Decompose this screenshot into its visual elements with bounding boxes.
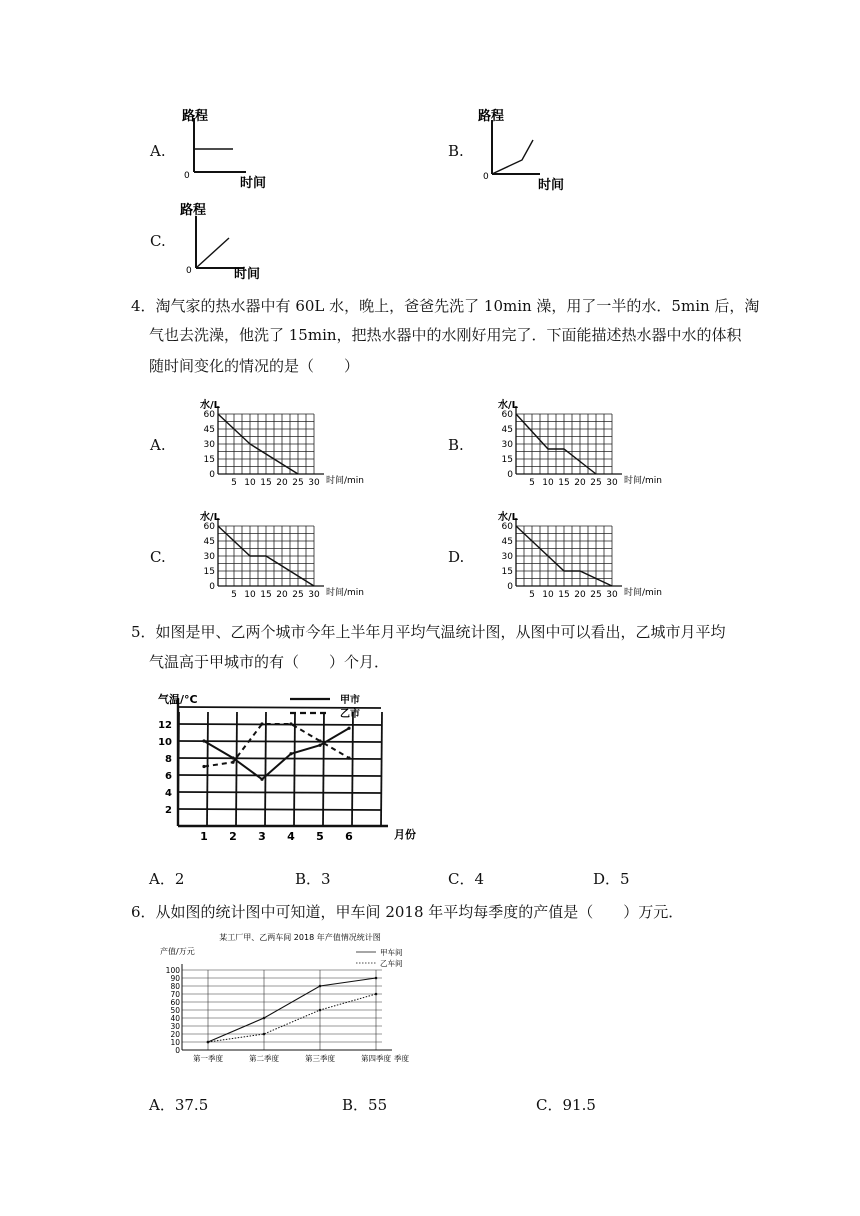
- y-tick-label: 60: [501, 410, 513, 420]
- legend-label-yi: 乙市: [340, 709, 360, 720]
- x-tick-label: 20: [574, 590, 586, 600]
- x-tick-label: 10: [542, 478, 554, 488]
- q3-option-c-letter: C.: [150, 232, 166, 250]
- x-axis-label: 月份: [394, 828, 416, 841]
- x-tick-label: 5: [316, 830, 324, 843]
- y-tick-label: 12: [158, 720, 172, 731]
- q6-stem-line1: 6．从如图的统计图中可知道，甲车间 2018 年平均每季度的产值是（ ）万元．: [131, 903, 684, 921]
- origin-label: 0: [483, 172, 489, 182]
- y-tick-label: 45: [203, 425, 215, 435]
- x-tick-label: 第二季度: [249, 1054, 279, 1063]
- x-label: 时间: [240, 176, 267, 191]
- x-tick-label: 5: [231, 478, 237, 488]
- grid-line-h: [178, 707, 381, 708]
- q4-option-b-graph: [494, 398, 664, 488]
- q5-option-b: B．3: [295, 870, 331, 888]
- point-yi: [207, 1041, 210, 1044]
- y-tick-label: 45: [501, 537, 513, 547]
- x-tick-label: 20: [276, 478, 288, 488]
- q3-option-c-graph: [176, 198, 286, 282]
- point-jia: [347, 727, 350, 730]
- q3-option-a-letter: A.: [150, 142, 166, 160]
- q4-option-d-letter: D.: [448, 548, 465, 566]
- point-yi: [318, 739, 321, 742]
- q4-stem-line1: 4．淘气家的热水器中有 60L 水，晚上，爸爸先洗了 10min 澡，用了一半的水．5min 后，淘: [131, 297, 760, 315]
- point-jia: [289, 752, 292, 755]
- q4-option-a-graph: [196, 398, 366, 488]
- x-axis-label: 时间/min: [624, 476, 663, 486]
- point-yi: [202, 765, 205, 768]
- x-tick-label: 5: [529, 478, 535, 488]
- y-tick-label: 15: [203, 567, 215, 577]
- q4-option-c-graph: [196, 510, 366, 600]
- y-tick-label: 4: [165, 788, 172, 799]
- y-tick-label: 60: [203, 522, 215, 532]
- grid-line-v: [352, 712, 353, 826]
- point-jia: [263, 1017, 266, 1020]
- y-axis-label: 水/L: [200, 512, 221, 523]
- point-yi: [263, 1033, 266, 1036]
- point-jia: [319, 985, 322, 988]
- x-axis-label: 季度: [394, 1054, 409, 1063]
- y-tick-label: 45: [501, 425, 513, 435]
- x-tick-label: 20: [276, 590, 288, 600]
- y-tick-label: 0: [507, 582, 513, 592]
- x-tick-label: 第一季度: [193, 1054, 223, 1063]
- point-jia: [231, 756, 234, 759]
- x-tick-label: 15: [260, 590, 272, 600]
- series-line-jia: [204, 728, 349, 779]
- y-tick-label: 20: [170, 1030, 180, 1039]
- q5-stem-line2: 气温高于甲城市的有（ ）个月．: [149, 653, 390, 671]
- x-tick-label: 第四季度: [361, 1054, 391, 1063]
- q5-option-a: A．2: [149, 870, 185, 888]
- x-tick-label: 10: [244, 590, 256, 600]
- x-tick-label: 30: [308, 478, 320, 488]
- grid-line-v: [381, 712, 382, 826]
- point-jia: [375, 977, 378, 980]
- y-tick-label: 0: [209, 582, 215, 592]
- q3-option-b-graph: [478, 108, 588, 193]
- y-tick-label: 8: [165, 754, 172, 765]
- x-tick-label: 25: [292, 478, 304, 488]
- y-tick-label: 10: [170, 1038, 180, 1047]
- x-tick-label: 30: [308, 590, 320, 600]
- q6-option-b: B．55: [342, 1096, 388, 1114]
- x-tick-label: 第三季度: [305, 1054, 335, 1063]
- y-tick-label: 15: [203, 455, 215, 465]
- point-yi: [289, 722, 292, 725]
- y-axis-label: 水/L: [498, 512, 519, 523]
- y-label: 路程: [182, 109, 209, 124]
- y-axis-label: 气温/°C: [158, 693, 198, 706]
- y-tick-label: 40: [170, 1014, 180, 1023]
- x-tick-label: 20: [574, 478, 586, 488]
- x-tick-label: 1: [200, 830, 208, 843]
- q5-stem-line1: 5．如图是甲、乙两个城市今年上半年月平均气温统计图，从图中可以看出，乙城市月平均: [131, 623, 726, 641]
- point-jia: [318, 744, 321, 747]
- grid-line-h: [178, 775, 381, 776]
- x-tick-label: 10: [244, 478, 256, 488]
- x-tick-label: 5: [231, 590, 237, 600]
- q5-option-c: C．4: [448, 870, 485, 888]
- y-tick-label: 0: [175, 1046, 180, 1055]
- temperature-chart: [158, 688, 424, 848]
- grid-line-h: [178, 792, 381, 793]
- y-axis-label: 水/L: [498, 400, 519, 411]
- y-tick-label: 2: [165, 805, 172, 816]
- y-tick-label: 30: [501, 552, 513, 562]
- y-tick-label: 50: [170, 1006, 180, 1015]
- x-tick-label: 15: [558, 590, 570, 600]
- point-yi: [375, 993, 378, 996]
- x-label: 时间: [538, 178, 565, 193]
- q4-option-c-letter: C.: [150, 548, 166, 566]
- origin-label: 0: [186, 266, 192, 276]
- y-label: 路程: [180, 203, 207, 218]
- y-tick-label: 10: [158, 737, 172, 748]
- point-yi: [260, 722, 263, 725]
- x-tick-label: 5: [529, 590, 535, 600]
- x-tick-label: 2: [229, 830, 237, 843]
- x-tick-label: 6: [345, 830, 353, 843]
- x-tick-label: 30: [606, 478, 618, 488]
- legend-label-yi: 乙车间: [380, 959, 403, 968]
- x-tick-label: 15: [260, 478, 272, 488]
- y-tick-label: 60: [501, 522, 513, 532]
- point-jia: [260, 778, 263, 781]
- y-tick-label: 0: [209, 470, 215, 480]
- y-tick-label: 15: [501, 455, 513, 465]
- x-tick-label: 30: [606, 590, 618, 600]
- x-label: 时间: [234, 267, 261, 282]
- y-tick-label: 30: [203, 552, 215, 562]
- y-tick-label: 0: [507, 470, 513, 480]
- x-tick-label: 25: [292, 590, 304, 600]
- y-axis-label: 水/L: [200, 400, 221, 411]
- q4-stem-line3: 随时间变化的情况的是（ ）: [149, 357, 360, 375]
- x-tick-label: 10: [542, 590, 554, 600]
- y-tick-label: 80: [170, 982, 180, 991]
- grid-line-h: [178, 741, 381, 742]
- x-axis-label: 时间/min: [624, 588, 663, 598]
- q6-option-c: C．91.5: [536, 1096, 596, 1114]
- q3-option-a-graph: [176, 108, 286, 190]
- y-tick-label: 30: [501, 440, 513, 450]
- legend-label-jia: 甲市: [340, 695, 360, 706]
- y-tick-label: 90: [170, 974, 180, 983]
- y-tick-label: 100: [165, 966, 180, 975]
- y-tick-label: 60: [203, 410, 215, 420]
- y-tick-label: 30: [170, 1022, 180, 1031]
- x-axis-label: 时间/min: [326, 476, 365, 486]
- point-yi: [231, 761, 234, 764]
- y-tick-label: 45: [203, 537, 215, 547]
- point-yi: [319, 1009, 322, 1012]
- y-tick-label: 60: [170, 998, 180, 1007]
- origin-label: 0: [184, 171, 190, 181]
- y-tick-label: 70: [170, 990, 180, 999]
- point-yi: [347, 756, 350, 759]
- legend-label-jia: 甲车间: [380, 948, 403, 957]
- y-tick-label: 15: [501, 567, 513, 577]
- x-tick-label: 3: [258, 830, 266, 843]
- series-line-yi: [204, 724, 349, 767]
- x-axis-label: 时间/min: [326, 588, 365, 598]
- x-tick-label: 25: [590, 478, 602, 488]
- q5-option-d: D．5: [593, 870, 630, 888]
- y-axis-label: 产值/万元: [160, 947, 195, 956]
- y-tick-label: 30: [203, 440, 215, 450]
- q6-option-a: A．37.5: [149, 1096, 209, 1114]
- distance-line: [196, 238, 229, 268]
- y-tick-label: 6: [165, 771, 172, 782]
- q4-option-d-graph: [494, 510, 664, 600]
- chart-title: 某工厂甲、乙两车间 2018 年产值情况统计图: [219, 933, 381, 942]
- x-tick-label: 4: [287, 830, 295, 843]
- q4-option-b-letter: B.: [448, 436, 464, 454]
- production-chart: [160, 930, 432, 1076]
- q3-option-b-letter: B.: [448, 142, 464, 160]
- x-tick-label: 15: [558, 478, 570, 488]
- q4-stem-line2: 气也去洗澡，他洗了 15min，把热水器中的水刚好用完了．下面能描述热水器中水的体积: [149, 326, 742, 344]
- x-tick-label: 25: [590, 590, 602, 600]
- y-label: 路程: [478, 109, 505, 124]
- q4-option-a-letter: A.: [150, 436, 166, 454]
- distance-line: [492, 140, 533, 174]
- grid-line-h: [178, 809, 381, 810]
- point-jia: [202, 739, 205, 742]
